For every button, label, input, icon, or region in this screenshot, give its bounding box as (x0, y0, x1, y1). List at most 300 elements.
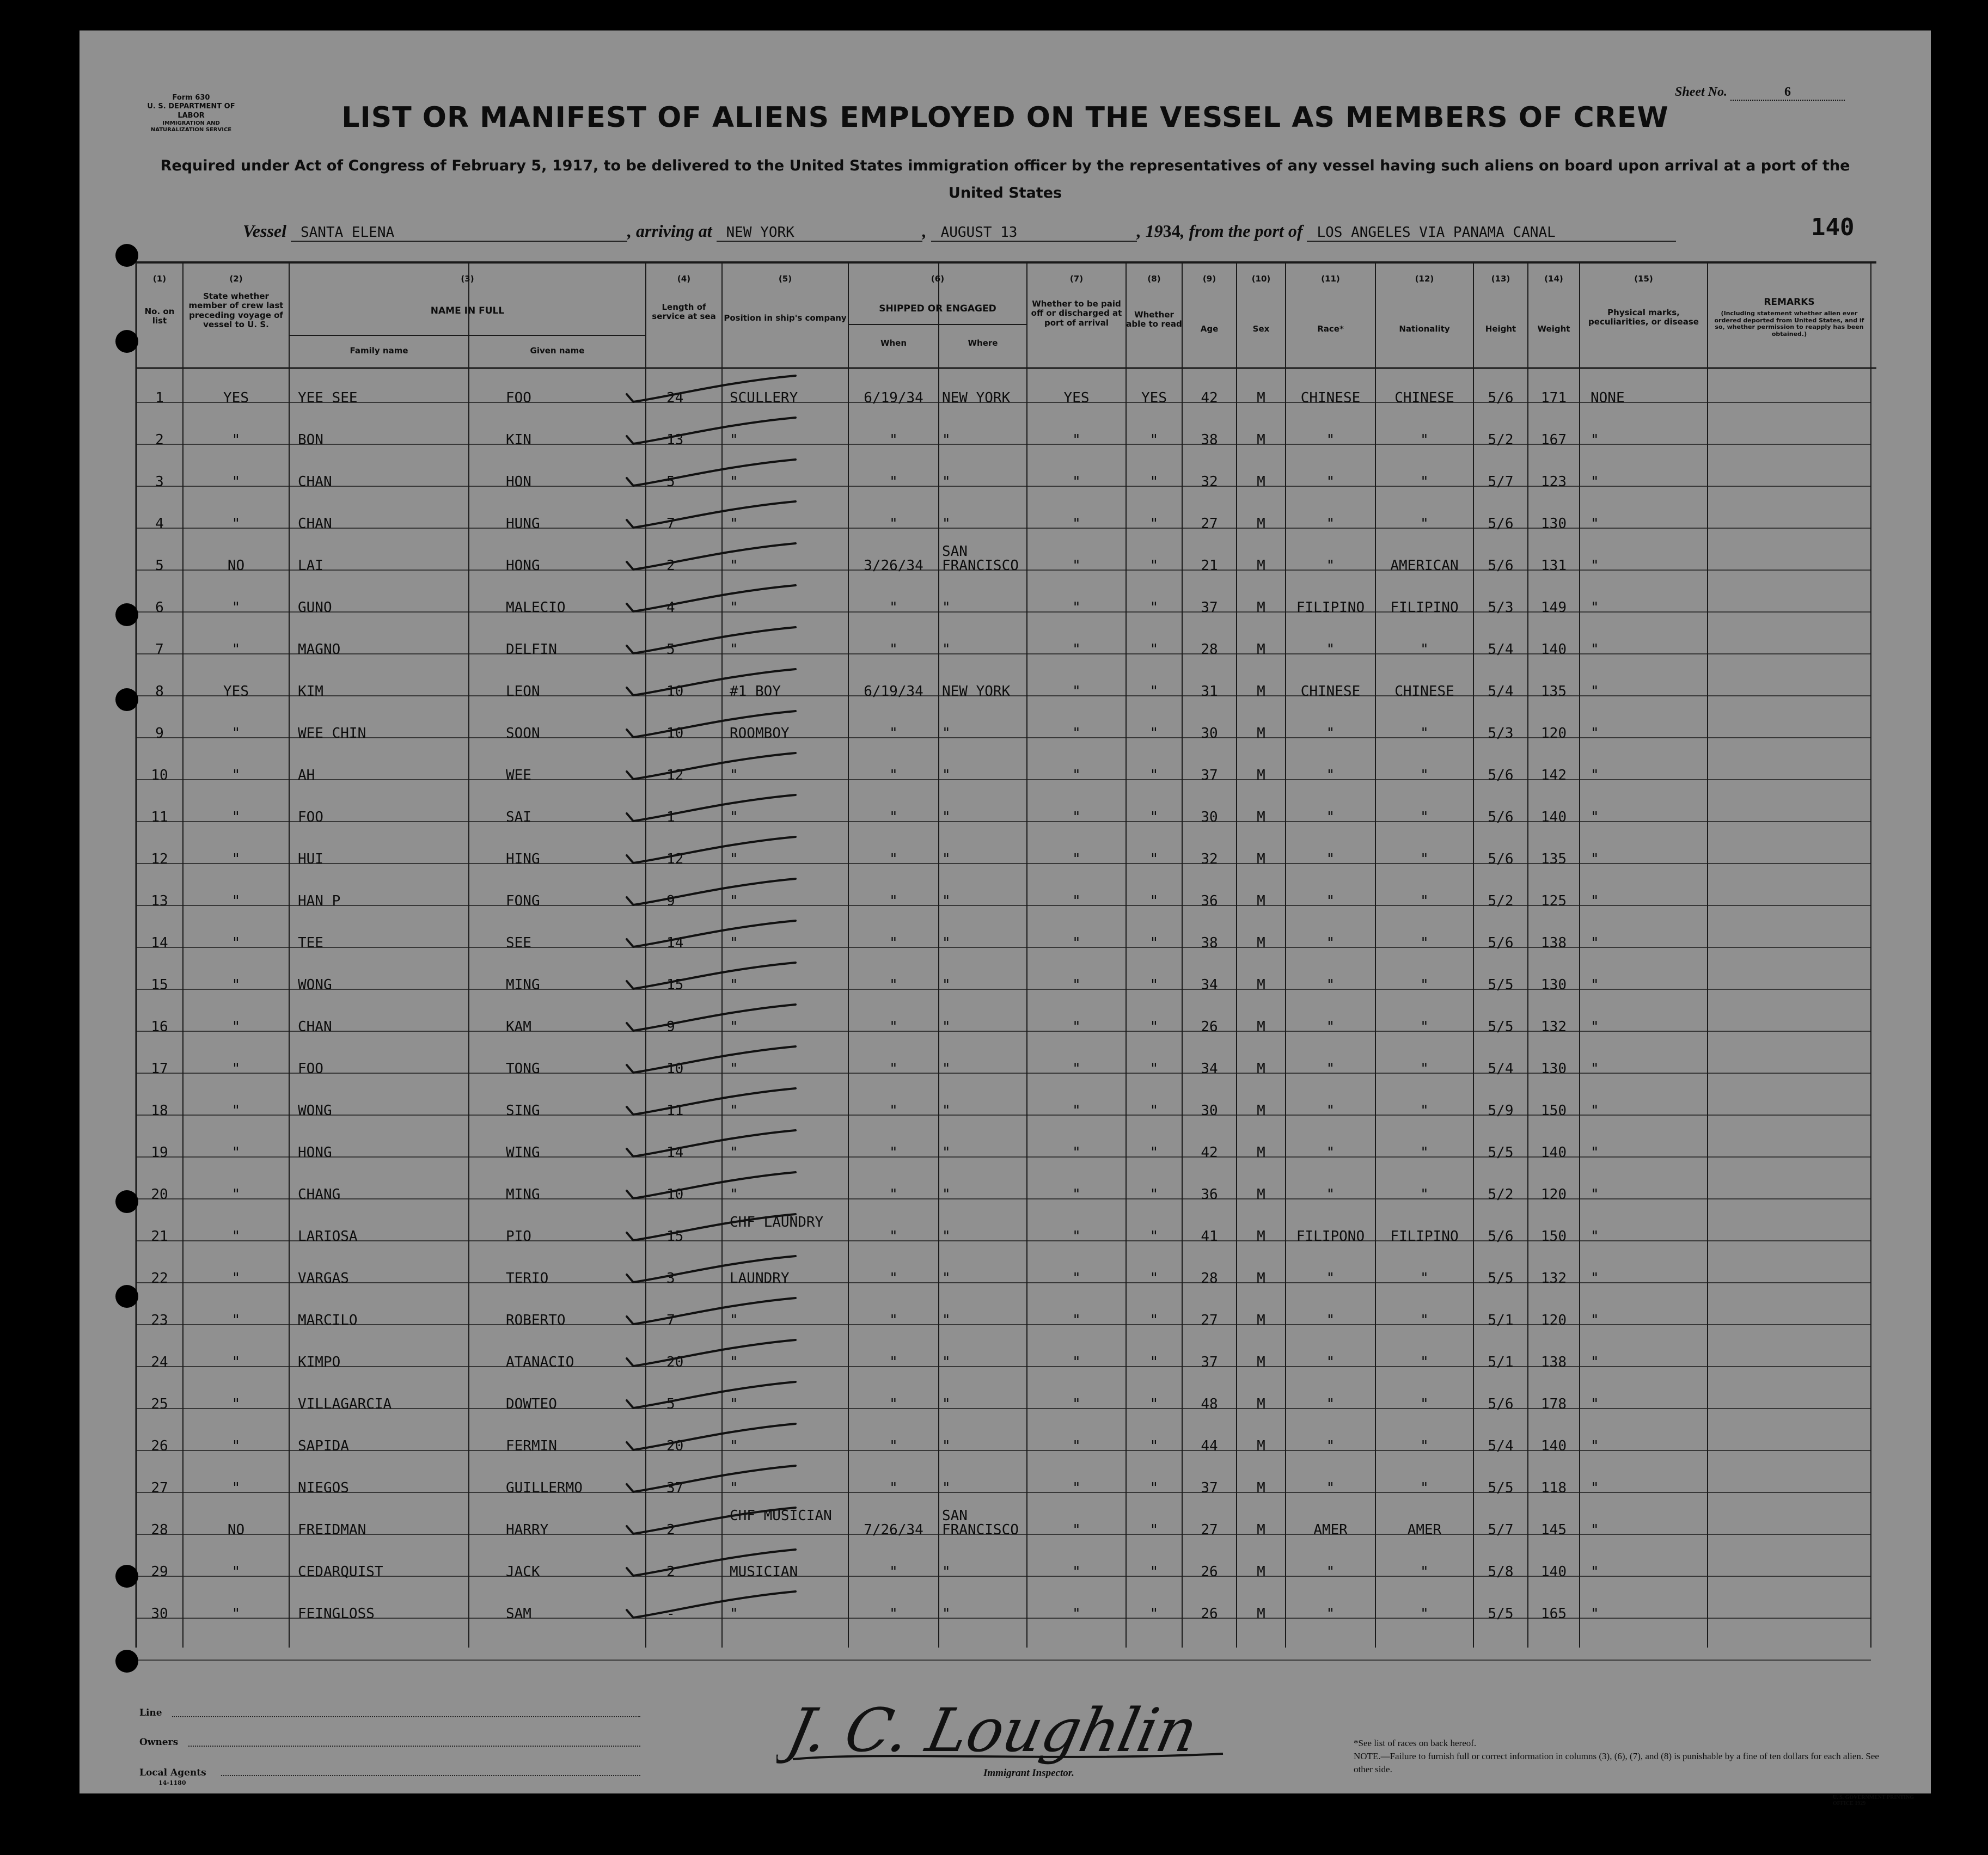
cell-no: 4 (155, 516, 164, 532)
cell-marks: " (1591, 935, 1599, 951)
cell-no: 30 (151, 1606, 168, 1622)
cell-wt: 145 (1541, 1522, 1567, 1538)
cell-ht: 5/8 (1488, 1564, 1514, 1580)
cell-no: 11 (151, 809, 168, 825)
cell-len: 11 (666, 1103, 684, 1119)
cell-wt: 138 (1541, 935, 1567, 951)
cell-wt: 150 (1541, 1228, 1567, 1245)
header-shipped-engaged: SHIPPED OR ENGAGED (879, 303, 996, 314)
cell-no: 12 (151, 851, 168, 867)
cell-sex: M (1257, 851, 1265, 867)
cell-where: " (942, 1019, 951, 1035)
cell-nat: " (1420, 1144, 1429, 1161)
cell-when: " (889, 1186, 898, 1203)
cell-when: 6/19/34 (864, 683, 923, 700)
cell-age: 32 (1201, 851, 1218, 867)
cell-nat: " (1420, 1186, 1429, 1203)
cell-no: 23 (151, 1312, 168, 1329)
cell-paid: " (1072, 1522, 1081, 1538)
binder-hole (115, 1190, 138, 1213)
cell-age: 37 (1201, 1480, 1218, 1496)
cell-marks: " (1591, 1061, 1599, 1077)
year-value: 34 (1163, 221, 1180, 241)
cell-age: 36 (1201, 893, 1218, 909)
cell-age: 26 (1201, 1606, 1218, 1622)
cell-pos: CHF MUSICIAN (730, 1508, 832, 1524)
cell-race: " (1326, 474, 1335, 490)
cell-paid: " (1072, 1061, 1081, 1077)
cell-age: 30 (1201, 1103, 1218, 1119)
cell-pos: LAUNDRY (730, 1270, 790, 1287)
cell-given: GUILLERMO (506, 1480, 583, 1496)
cell-len: 14 (666, 1144, 684, 1161)
cell-len: 37 (666, 1480, 684, 1496)
cell-wt: 138 (1541, 1354, 1567, 1370)
binder-hole (115, 330, 138, 353)
cell-prev: " (231, 725, 241, 742)
cell-prev: " (231, 977, 241, 993)
cell-ht: 5/6 (1488, 809, 1514, 825)
header-name-in-full: NAME IN FULL (430, 305, 505, 316)
cell-ht: 5/3 (1488, 599, 1514, 616)
cell-wt: 142 (1541, 767, 1567, 783)
cell-family: SAPIDA (298, 1438, 349, 1454)
check-mark (627, 1340, 796, 1366)
cell-read: " (1149, 1312, 1159, 1329)
header-remarks: REMARKS (1764, 297, 1815, 308)
cell-ht: 5/6 (1488, 390, 1514, 406)
cell-given: FONG (506, 893, 540, 909)
cell-len: 2 (666, 1522, 675, 1538)
cell-family: LAI (298, 558, 323, 574)
cell-where: " (942, 1396, 951, 1412)
cell-nat: " (1420, 1312, 1429, 1329)
cell-prev: " (231, 1438, 241, 1454)
vessel-name: SANTA ELENA (291, 224, 627, 242)
cell-where: " (942, 725, 951, 742)
cell-marks: " (1591, 474, 1599, 490)
cell-sex: M (1257, 1061, 1265, 1077)
cell-sex: M (1257, 516, 1265, 532)
cell-no: 9 (155, 725, 164, 742)
cell-family: NIEGOS (298, 1480, 349, 1496)
cell-prev: " (231, 935, 241, 951)
cell-given: MING (506, 1186, 540, 1203)
cell-sex: M (1257, 935, 1265, 951)
cell-prev: " (231, 1186, 241, 1203)
footer-agents-label: Local Agents (139, 1767, 206, 1778)
cell-wt: 140 (1541, 809, 1567, 825)
binder-hole (115, 244, 138, 267)
cell-no: 24 (151, 1354, 168, 1370)
cell-read: " (1149, 1522, 1159, 1538)
cell-no: 25 (151, 1396, 168, 1412)
cell-read: " (1149, 1354, 1159, 1370)
cell-when: " (889, 1270, 898, 1287)
cell-when: 6/19/34 (864, 390, 923, 406)
penalty-note: NOTE.—Failure to furnish full or correct information in columns (3), (6), (7), and (8) is punishable by a fine of ten dollars for each alien. See other side. (1354, 1750, 1879, 1774)
cell-when: " (889, 725, 898, 742)
cell-sex: M (1257, 1228, 1265, 1245)
cell-wt: 132 (1541, 1019, 1567, 1035)
cell-paid: " (1072, 599, 1081, 616)
cell-prev: " (231, 1606, 241, 1622)
cell-given: SOON (506, 725, 540, 742)
cell-where: " (942, 432, 951, 448)
cell-prev: " (231, 893, 241, 909)
arriving-label: arriving at (636, 221, 712, 241)
cell-sex: M (1257, 893, 1265, 909)
cell-ht: 5/4 (1488, 1061, 1514, 1077)
cell-where: SAN FRANCISCO (942, 1508, 1019, 1538)
cell-given: WING (506, 1144, 540, 1161)
cell-sex: M (1257, 599, 1265, 616)
cell-read: " (1149, 1606, 1159, 1622)
cell-pos: " (730, 935, 738, 951)
cell-race: " (1326, 1186, 1335, 1203)
cell-nat: AMER (1407, 1522, 1442, 1538)
svg-text:J. C. Loughlin: J. C. Loughlin (781, 1696, 1204, 1766)
sheet-number-label: Sheet No. (1675, 85, 1727, 99)
arrival-port: NEW YORK (717, 224, 922, 242)
cell-sex: M (1257, 1186, 1265, 1203)
line-signature-field (172, 1716, 640, 1717)
cell-family: BON (298, 432, 323, 448)
cell-when: " (889, 1480, 898, 1496)
cell-marks: " (1591, 809, 1599, 825)
check-mark (627, 1088, 796, 1115)
check-mark (627, 1046, 796, 1073)
cell-family: KIM (298, 683, 323, 700)
cell-marks: " (1591, 1564, 1599, 1580)
cell-age: 37 (1201, 767, 1218, 783)
cell-age: 38 (1201, 432, 1218, 448)
cell-family: WONG (298, 1103, 332, 1119)
cell-family: WEE CHIN (298, 725, 366, 742)
cell-where: " (942, 1480, 951, 1496)
cell-when: " (889, 1564, 898, 1580)
cell-marks: " (1591, 1103, 1599, 1119)
cell-prev: " (231, 474, 241, 490)
cell-family: CHANG (298, 1186, 341, 1203)
header-col-6-num: (6) (931, 274, 945, 284)
cell-family: LARIOSA (298, 1228, 358, 1245)
cell-family: GUNO (298, 599, 332, 616)
cell-prev: NO (227, 558, 245, 574)
cell-age: 37 (1201, 1354, 1218, 1370)
cell-prev: YES (223, 390, 249, 406)
cell-paid: " (1072, 851, 1081, 867)
header-when: When (880, 338, 907, 348)
cell-race: " (1326, 558, 1335, 574)
cell-given: FERMIN (506, 1438, 557, 1454)
cell-race: " (1326, 977, 1335, 993)
cell-nat: " (1420, 1396, 1429, 1412)
cell-wt: 149 (1541, 599, 1567, 616)
cell-len: 3 (666, 1270, 675, 1287)
cell-pos: CHF LAUNDRY (730, 1214, 824, 1230)
cell-prev: " (231, 851, 241, 867)
cell-ht: 5/2 (1488, 893, 1514, 909)
cell-paid: " (1072, 893, 1081, 909)
check-mark (627, 1172, 796, 1198)
cell-given: ATANACIO (506, 1354, 574, 1370)
cell-given: SAI (506, 809, 531, 825)
cell-age: 26 (1201, 1564, 1218, 1580)
check-mark (627, 879, 796, 905)
cell-age: 37 (1201, 599, 1218, 616)
binder-hole (115, 603, 138, 626)
header-physical-marks: Physical marks, peculiarities, or disease (1588, 308, 1699, 327)
cell-marks: " (1591, 1354, 1599, 1370)
cell-paid: " (1072, 1396, 1081, 1412)
form-number: Form 630 (172, 94, 210, 102)
cell-read: " (1149, 1186, 1159, 1203)
cell-sex: M (1257, 1354, 1265, 1370)
cell-race: FILIPONO (1296, 1228, 1365, 1245)
cell-marks: " (1591, 1144, 1599, 1161)
manifest-sheet (79, 30, 1931, 1807)
cell-len: 10 (666, 683, 684, 700)
cell-prev: " (231, 809, 241, 825)
cell-pos: ROOMBOY (730, 725, 790, 742)
cell-no: 18 (151, 1103, 168, 1119)
cell-len: 1 (666, 809, 675, 825)
cell-family: FEINGLOSS (298, 1606, 375, 1622)
cell-paid: " (1072, 1186, 1081, 1203)
form-department: U. S. DEPARTMENT OF LABOR (147, 102, 235, 120)
cell-wt: 131 (1541, 558, 1567, 574)
cell-no: 1 (155, 390, 164, 406)
cell-given: SING (506, 1103, 540, 1119)
cell-where: " (942, 977, 951, 993)
cell-nat: " (1420, 1019, 1429, 1035)
cell-read: " (1149, 851, 1159, 867)
header-nationality: Nationality (1399, 324, 1450, 334)
cell-family: CHAN (298, 516, 332, 532)
header-col-11-num: (11) (1321, 274, 1340, 284)
cell-pos: " (730, 1019, 738, 1035)
check-mark (627, 1550, 796, 1576)
cell-race: " (1326, 809, 1335, 825)
header-col-5-num: (5) (778, 274, 792, 284)
cell-prev: " (231, 516, 241, 532)
cell-race: " (1326, 432, 1335, 448)
cell-race: " (1326, 767, 1335, 783)
cell-when: 7/26/34 (864, 1522, 923, 1538)
cell-when: " (889, 1103, 898, 1119)
cell-pos: " (730, 1438, 738, 1454)
cell-marks: " (1591, 1312, 1599, 1329)
cell-no: 27 (151, 1480, 168, 1496)
cell-wt: 167 (1541, 432, 1567, 448)
cell-read: " (1149, 1396, 1159, 1412)
cell-prev: " (231, 1228, 241, 1245)
cell-family: WONG (298, 977, 332, 993)
cell-wt: 120 (1541, 725, 1567, 742)
cell-given: SAM (506, 1606, 531, 1622)
cell-no: 8 (155, 683, 164, 700)
cell-prev: " (231, 432, 241, 448)
cell-pos: MUSICIAN (730, 1564, 798, 1580)
year-prefix: 19 (1145, 221, 1163, 241)
cell-marks: " (1591, 977, 1599, 993)
cell-paid: " (1072, 767, 1081, 783)
cell-prev: " (231, 1103, 241, 1119)
cell-given: HING (506, 851, 540, 867)
cell-sex: M (1257, 725, 1265, 742)
cell-age: 42 (1201, 390, 1218, 406)
cell-race: " (1326, 516, 1335, 532)
cell-prev: " (231, 1354, 241, 1370)
cell-pos: #1 BOY (730, 683, 781, 700)
vessel-label: Vessel (243, 221, 286, 241)
cell-no: 5 (155, 558, 164, 574)
cell-ht: 5/2 (1488, 1186, 1514, 1203)
cell-wt: 140 (1541, 641, 1567, 658)
cell-len: 10 (666, 725, 684, 742)
cell-family: CHAN (298, 1019, 332, 1035)
binder-hole (115, 688, 138, 711)
cell-prev: " (231, 767, 241, 783)
cell-given: MALECIO (506, 599, 566, 616)
cell-ht: 5/7 (1488, 1522, 1514, 1538)
cell-paid: YES (1063, 390, 1090, 406)
cell-given: PIO (506, 1228, 531, 1245)
cell-marks: " (1591, 893, 1599, 909)
cell-family: YEE SEE (298, 390, 358, 406)
cell-len: 5 (666, 641, 675, 658)
cell-wt: 135 (1541, 851, 1567, 867)
header-col-3-num: (3) (461, 274, 474, 284)
cell-len: 4 (666, 599, 675, 616)
cell-where: " (942, 599, 951, 616)
cell-read: " (1149, 558, 1159, 574)
header-col-15-num: (15) (1634, 274, 1653, 284)
check-mark (627, 795, 796, 821)
cell-wt: 130 (1541, 516, 1567, 532)
cell-paid: " (1072, 641, 1081, 658)
cell-nat: " (1420, 977, 1429, 993)
cell-pos: " (730, 1312, 738, 1329)
cell-wt: 165 (1541, 1606, 1567, 1622)
cell-pos: " (730, 977, 738, 993)
cell-paid: " (1072, 1438, 1081, 1454)
cell-read: YES (1141, 390, 1167, 406)
cell-when: " (889, 767, 898, 783)
cell-ht: 5/2 (1488, 432, 1514, 448)
cell-marks: " (1591, 1270, 1599, 1287)
cell-race: " (1326, 1396, 1335, 1412)
header-col-12-num: (12) (1415, 274, 1434, 284)
cell-family: KIMPO (298, 1354, 341, 1370)
cell-age: 44 (1201, 1438, 1218, 1454)
cell-where: " (942, 893, 951, 909)
cell-paid: " (1072, 977, 1081, 993)
cell-pos: " (730, 851, 738, 867)
cell-nat: " (1420, 1438, 1429, 1454)
cell-race: " (1326, 1019, 1335, 1035)
check-mark (627, 1424, 796, 1450)
cell-wt: 120 (1541, 1186, 1567, 1203)
cell-pos: " (730, 641, 738, 658)
check-mark (627, 1214, 796, 1240)
cell-when: " (889, 432, 898, 448)
header-col-9-num: (9) (1202, 274, 1216, 284)
vessel-line: Vessel SANTA ELENA , arriving at NEW YORK , AUGUST 13 , 1934, from the port of LOS ANGELES VIA PANAMA CANAL (243, 221, 1676, 242)
cell-when: " (889, 599, 898, 616)
cell-paid: " (1072, 1144, 1081, 1161)
cell-paid: " (1072, 1480, 1081, 1496)
cell-paid: " (1072, 1019, 1081, 1035)
cell-marks: " (1591, 432, 1599, 448)
cell-given: WEE (506, 767, 531, 783)
cell-len: 5 (666, 1396, 675, 1412)
cell-no: 10 (151, 767, 168, 783)
cell-nat: " (1420, 474, 1429, 490)
cell-read: " (1149, 725, 1159, 742)
cell-paid: " (1072, 809, 1081, 825)
cell-where: " (942, 935, 951, 951)
check-mark (627, 711, 796, 737)
header-where: Where (968, 338, 998, 348)
cell-prev: " (231, 1144, 241, 1161)
cell-pos: SCULLERY (730, 390, 798, 406)
cell-family: AH (298, 767, 315, 783)
cell-ht: 5/6 (1488, 851, 1514, 867)
cell-sex: M (1257, 1480, 1265, 1496)
cell-family: FOO (298, 1061, 323, 1077)
cell-no: 6 (155, 599, 164, 616)
cell-where: " (942, 809, 951, 825)
cell-sex: M (1257, 1564, 1265, 1580)
header-length-service: Length of service at sea (652, 302, 716, 322)
header-col-7-num: (7) (1069, 274, 1084, 284)
cell-when: " (889, 1312, 898, 1329)
cell-paid: " (1072, 1564, 1081, 1580)
header-col-10-num: (10) (1251, 274, 1271, 284)
cell-wt: 120 (1541, 1312, 1567, 1329)
cell-nat: " (1420, 432, 1429, 448)
cell-race: " (1326, 641, 1335, 658)
cell-where: " (942, 767, 951, 783)
cell-race: " (1326, 935, 1335, 951)
cell-when: " (889, 977, 898, 993)
footer-owners-label: Owners (139, 1737, 179, 1748)
cell-ht: 5/6 (1488, 1228, 1514, 1245)
cell-family: TEE (298, 935, 323, 951)
check-mark (627, 543, 796, 570)
cell-no: 14 (151, 935, 168, 951)
cell-ht: 5/5 (1488, 1144, 1514, 1161)
cell-age: 26 (1201, 1019, 1218, 1035)
cell-no: 26 (151, 1438, 168, 1454)
cell-paid: " (1072, 474, 1081, 490)
cell-race: FILIPINO (1296, 599, 1365, 616)
cell-ht: 5/5 (1488, 1270, 1514, 1287)
footer-line-label: Line (139, 1707, 162, 1718)
cell-sex: M (1257, 1606, 1265, 1622)
cell-read: " (1149, 1270, 1159, 1287)
cell-len: 7 (666, 516, 675, 532)
cell-age: 41 (1201, 1228, 1218, 1245)
cell-nat: " (1420, 641, 1429, 658)
cell-marks: " (1591, 1396, 1599, 1412)
cell-when: " (889, 1144, 898, 1161)
cell-paid: " (1072, 683, 1081, 700)
cell-pos: " (730, 767, 738, 783)
cell-nat: " (1420, 1103, 1429, 1119)
